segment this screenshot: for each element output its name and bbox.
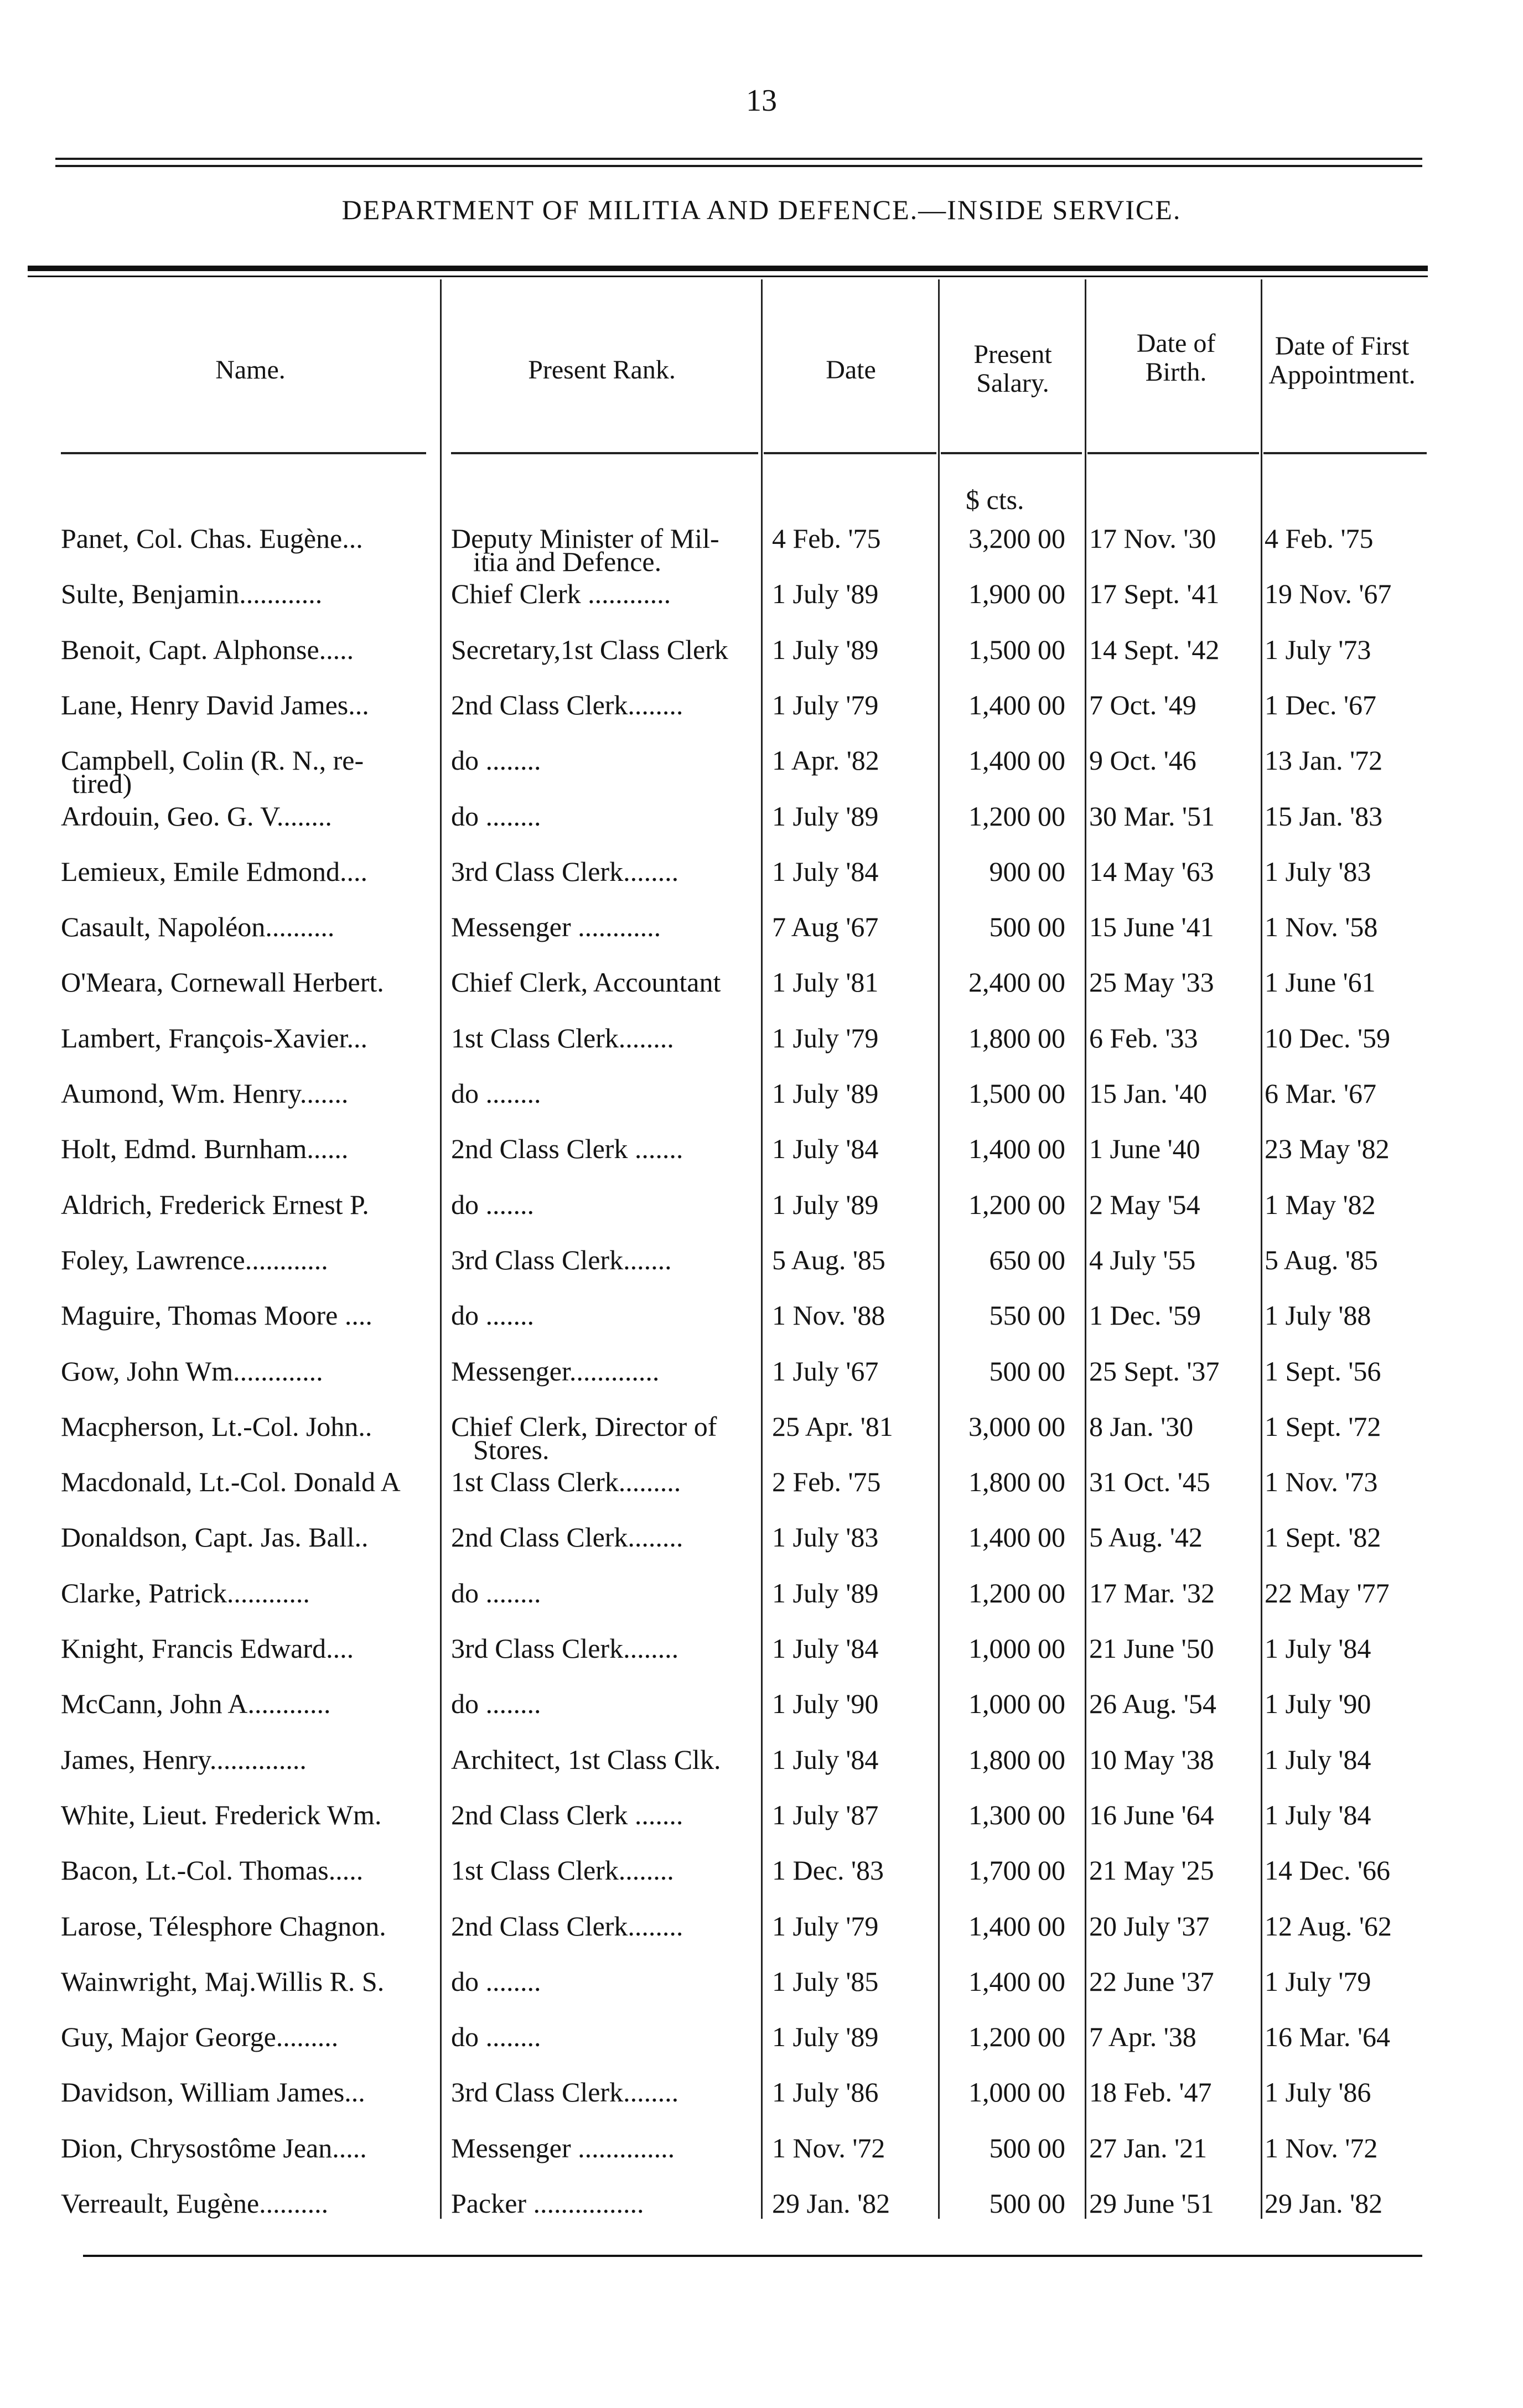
- cell-salary: 1,000 00: [968, 2077, 1065, 2108]
- cell-name: Aldrich, Frederick Ernest P.: [61, 1189, 369, 1220]
- column-divider: [1261, 279, 1262, 2219]
- header-underline: [61, 452, 426, 454]
- cell-birth: 14 Sept. '42: [1089, 634, 1220, 665]
- cell-salary: 1,000 00: [968, 1633, 1065, 1664]
- cell-salary: 3,000 00: [968, 1410, 1065, 1442]
- cell-birth: 7 Oct. '49: [1089, 689, 1196, 720]
- cell-appointment: 1 Dec. '67: [1265, 689, 1377, 720]
- cell-appointment: 1 Nov. '73: [1265, 1466, 1378, 1498]
- cell-salary: 1,400 00: [968, 1965, 1065, 1997]
- cell-appointment: 1 Nov. '58: [1265, 911, 1378, 943]
- cell-date: 29 Jan. '82: [772, 2188, 890, 2219]
- cell-name: Knight, Francis Edward....: [61, 1633, 354, 1664]
- cell-date: 1 July '89: [772, 578, 879, 610]
- cell-appointment: 10 Dec. '59: [1265, 1022, 1391, 1054]
- cell-rank: do ........: [451, 1078, 541, 1109]
- cell-date: 1 July '67: [772, 1355, 879, 1387]
- cell-birth: 14 May '63: [1089, 855, 1214, 887]
- cell-salary: 1,800 00: [968, 1466, 1065, 1498]
- cell-rank: Deputy Minister of Mil-: [451, 523, 719, 554]
- cell-date: 1 July '89: [772, 634, 879, 665]
- cell-rank: 3rd Class Clerk.......: [451, 1244, 672, 1275]
- cell-birth: 25 May '33: [1089, 967, 1214, 998]
- cell-date: 1 July '89: [772, 1577, 879, 1608]
- cell-birth: 5 Aug. '42: [1089, 1522, 1203, 1553]
- cell-salary: 1,800 00: [968, 1022, 1065, 1054]
- cell-date: 1 July '87: [772, 1799, 879, 1830]
- cell-name: Bacon, Lt.-Col. Thomas.....: [61, 1855, 364, 1886]
- cell-date: 1 July '84: [772, 1743, 879, 1775]
- cell-salary: 550 00: [989, 1300, 1065, 1331]
- cell-salary: 500 00: [989, 1355, 1065, 1387]
- cell-date: 1 July '84: [772, 1133, 879, 1165]
- cell-appointment: 1 July '86: [1265, 2077, 1371, 2108]
- cell-name: Campbell, Colin (R. N., re-: [61, 745, 364, 776]
- cell-appointment: 1 Sept. '72: [1265, 1410, 1381, 1442]
- cell-appointment: 1 July '79: [1265, 1965, 1371, 1997]
- cell-date: 5 Aug. '85: [772, 1244, 885, 1275]
- cell-name: Macdonald, Lt.-Col. Donald A: [61, 1466, 401, 1498]
- cell-appointment: 6 Mar. '67: [1265, 1078, 1377, 1109]
- cell-salary: 1,400 00: [968, 1133, 1065, 1165]
- cell-salary: 1,700 00: [968, 1855, 1065, 1886]
- header-underline: [1263, 452, 1427, 454]
- cell-salary: 1,400 00: [968, 689, 1065, 720]
- cell-birth: 15 Jan. '40: [1089, 1078, 1208, 1109]
- cell-rank: Chief Clerk, Director of: [451, 1410, 717, 1442]
- cell-rank: Chief Clerk, Accountant: [451, 967, 721, 998]
- cell-name: Holt, Edmd. Burnham......: [61, 1133, 349, 1165]
- header-underline: [941, 452, 1082, 454]
- cell-birth: 22 June '37: [1089, 1965, 1214, 1997]
- cell-rank: 1st Class Clerk........: [451, 1855, 674, 1886]
- cell-salary: 3,200 00: [968, 523, 1065, 554]
- cell-appointment: 1 July '84: [1265, 1743, 1371, 1775]
- page-number: 13: [746, 84, 777, 118]
- cell-appointment: 5 Aug. '85: [1265, 1244, 1378, 1275]
- header-birth: Date of Birth.: [1136, 329, 1216, 387]
- cell-rank: Packer ................: [451, 2188, 644, 2219]
- cell-birth: 10 May '38: [1089, 1743, 1214, 1775]
- cell-birth: 7 Apr. '38: [1089, 2021, 1196, 2053]
- header-rank: Present Rank.: [528, 355, 676, 385]
- cell-date: 1 July '89: [772, 800, 879, 832]
- cell-rank: 2nd Class Clerk........: [451, 689, 683, 720]
- cell-appointment: 1 July '84: [1265, 1799, 1371, 1830]
- page-title: DEPARTMENT OF MILITIA AND DEFENCE.—INSIDE SERVICE.: [341, 194, 1182, 225]
- header-date: Date: [826, 355, 876, 385]
- cell-date: 1 Dec. '83: [772, 1855, 884, 1886]
- cell-rank: 3rd Class Clerk........: [451, 1633, 679, 1664]
- cell-appointment: 1 Sept. '56: [1265, 1355, 1381, 1387]
- bottom-rule: [83, 2255, 1422, 2257]
- cell-salary: 1,400 00: [968, 1910, 1065, 1942]
- cell-date: 25 Apr. '81: [772, 1410, 893, 1442]
- cell-rank: 2nd Class Clerk .......: [451, 1133, 683, 1165]
- cell-date: 1 July '84: [772, 855, 879, 887]
- cell-birth: 27 Jan. '21: [1089, 2132, 1208, 2163]
- top-rule-2: [55, 165, 1422, 167]
- cell-date: 2 Feb. '75: [772, 1466, 881, 1498]
- cell-date: 1 July '79: [772, 1022, 879, 1054]
- cell-salary: 500 00: [989, 911, 1065, 943]
- cell-name: Maguire, Thomas Moore ....: [61, 1300, 372, 1331]
- header-appointment: Date of First Appointment.: [1268, 331, 1416, 390]
- cell-rank: 1st Class Clerk.........: [451, 1466, 681, 1498]
- cell-rank: 2nd Class Clerk........: [451, 1910, 683, 1942]
- cell-salary: 1,200 00: [968, 1577, 1065, 1608]
- cell-name: Donaldson, Capt. Jas. Ball..: [61, 1522, 369, 1553]
- cell-date: 1 July '89: [772, 1078, 879, 1109]
- cell-name: Clarke, Patrick............: [61, 1577, 310, 1608]
- cell-rank: 1st Class Clerk........: [451, 1022, 674, 1054]
- cell-name: Guy, Major George.........: [61, 2021, 339, 2053]
- cell-salary: 1,200 00: [968, 800, 1065, 832]
- cell-appointment: 19 Nov. '67: [1265, 578, 1392, 610]
- cell-salary: 900 00: [989, 855, 1065, 887]
- cell-birth: 15 June '41: [1089, 911, 1214, 943]
- cell-appointment: 4 Feb. '75: [1265, 523, 1374, 554]
- cell-date: 1 Nov. '88: [772, 1300, 885, 1331]
- cell-date: 1 Apr. '82: [772, 745, 879, 776]
- cell-rank: do ........: [451, 2021, 541, 2053]
- cell-salary: 1,300 00: [968, 1799, 1065, 1830]
- cell-rank-continued: itia and Defence.: [473, 546, 662, 577]
- cell-birth: 4 July '55: [1089, 1244, 1196, 1275]
- cell-appointment: 13 Jan. '72: [1265, 745, 1383, 776]
- column-divider: [1085, 279, 1086, 2219]
- header-salary: Present Salary.: [973, 340, 1052, 398]
- cell-name: Gow, John Wm.............: [61, 1355, 323, 1387]
- cell-rank: Chief Clerk ............: [451, 578, 671, 610]
- cell-birth: 29 June '51: [1089, 2188, 1214, 2219]
- cell-date: 4 Feb. '75: [772, 523, 881, 554]
- cell-birth: 17 Mar. '32: [1089, 1577, 1215, 1608]
- cell-date: 1 July '89: [772, 1189, 879, 1220]
- cell-name: Lane, Henry David James...: [61, 689, 369, 720]
- cell-appointment: 14 Dec. '66: [1265, 1855, 1391, 1886]
- top-rule: [55, 158, 1422, 160]
- salary-unit: $ cts.: [966, 484, 1024, 515]
- cell-appointment: 1 July '88: [1265, 1300, 1371, 1331]
- cell-name: James, Henry..............: [61, 1743, 307, 1775]
- cell-salary: 650 00: [989, 1244, 1065, 1275]
- cell-name: Aumond, Wm. Henry.......: [61, 1078, 349, 1109]
- cell-appointment: 1 July '84: [1265, 1633, 1371, 1664]
- cell-rank-continued: Stores.: [473, 1434, 550, 1465]
- cell-rank: do ........: [451, 1577, 541, 1608]
- cell-salary: 1,500 00: [968, 1078, 1065, 1109]
- cell-rank: 2nd Class Clerk........: [451, 1522, 683, 1553]
- header-underline: [451, 452, 758, 454]
- cell-salary: 1,400 00: [968, 1522, 1065, 1553]
- cell-name: Sulte, Benjamin............: [61, 578, 323, 610]
- cell-rank: 2nd Class Clerk .......: [451, 1799, 683, 1830]
- cell-name: Ardouin, Geo. G. V........: [61, 800, 332, 832]
- cell-birth: 2 May '54: [1089, 1189, 1200, 1220]
- cell-appointment: 1 July '90: [1265, 1688, 1371, 1720]
- cell-appointment: 1 May '82: [1265, 1189, 1376, 1220]
- cell-appointment: 16 Mar. '64: [1265, 2021, 1391, 2053]
- cell-birth: 18 Feb. '47: [1089, 2077, 1212, 2108]
- cell-birth: 1 Dec. '59: [1089, 1300, 1201, 1331]
- header-name: Name.: [215, 355, 286, 385]
- cell-rank: 3rd Class Clerk........: [451, 855, 679, 887]
- cell-appointment: 1 Sept. '82: [1265, 1522, 1381, 1553]
- cell-birth: 17 Sept. '41: [1089, 578, 1220, 610]
- cell-appointment: 23 May '82: [1265, 1133, 1390, 1165]
- cell-birth: 17 Nov. '30: [1089, 523, 1216, 554]
- cell-salary: 2,400 00: [968, 967, 1065, 998]
- column-divider: [761, 279, 763, 2219]
- title-rule-thin: [28, 276, 1428, 277]
- cell-appointment: 22 May '77: [1265, 1577, 1390, 1608]
- cell-rank: Messenger.............: [451, 1355, 660, 1387]
- cell-birth: 1 June '40: [1089, 1133, 1200, 1165]
- cell-appointment: 15 Jan. '83: [1265, 800, 1383, 832]
- cell-name: Benoit, Capt. Alphonse.....: [61, 634, 354, 665]
- cell-rank: do .......: [451, 1189, 534, 1220]
- cell-appointment: 1 July '73: [1265, 634, 1371, 665]
- cell-rank: do ........: [451, 800, 541, 832]
- cell-name: Larose, Télesphore Chagnon.: [61, 1910, 386, 1942]
- cell-salary: 500 00: [989, 2132, 1065, 2163]
- cell-birth: 21 June '50: [1089, 1633, 1214, 1664]
- cell-salary: 500 00: [989, 2188, 1065, 2219]
- cell-name: Casault, Napoléon..........: [61, 911, 335, 943]
- cell-rank: Architect, 1st Class Clk.: [451, 1743, 721, 1775]
- cell-appointment: 1 July '83: [1265, 855, 1371, 887]
- cell-birth: 20 July '37: [1089, 1910, 1210, 1942]
- cell-name: Lemieux, Emile Edmond....: [61, 855, 368, 887]
- cell-rank: 3rd Class Clerk........: [451, 2077, 679, 2108]
- cell-name: Panet, Col. Chas. Eugène...: [61, 523, 363, 554]
- column-divider: [938, 279, 940, 2219]
- cell-name: McCann, John A............: [61, 1688, 331, 1720]
- title-rule: [28, 266, 1428, 271]
- cell-birth: 16 June '64: [1089, 1799, 1214, 1830]
- cell-date: 1 July '89: [772, 2021, 879, 2053]
- cell-date: 1 Nov. '72: [772, 2132, 885, 2163]
- cell-date: 1 July '86: [772, 2077, 879, 2108]
- cell-appointment: 29 Jan. '82: [1265, 2188, 1383, 2219]
- cell-rank: Messenger ............: [451, 911, 661, 943]
- cell-name: Lambert, François-Xavier...: [61, 1022, 367, 1054]
- cell-rank: do ........: [451, 1965, 541, 1997]
- cell-name: Dion, Chrysostôme Jean.....: [61, 2132, 367, 2163]
- header-underline: [764, 452, 936, 454]
- header-underline: [1087, 452, 1259, 454]
- cell-date: 1 July '90: [772, 1688, 879, 1720]
- cell-date: 1 July '81: [772, 967, 879, 998]
- cell-name: Verreault, Eugène..........: [61, 2188, 329, 2219]
- cell-date: 1 July '83: [772, 1522, 879, 1553]
- cell-appointment: 1 June '61: [1265, 967, 1376, 998]
- cell-rank: Messenger ..............: [451, 2132, 675, 2163]
- cell-name: Macpherson, Lt.-Col. John..: [61, 1410, 372, 1442]
- cell-name: White, Lieut. Frederick Wm.: [61, 1799, 382, 1830]
- cell-birth: 25 Sept. '37: [1089, 1355, 1220, 1387]
- cell-name: Foley, Lawrence............: [61, 1244, 328, 1275]
- cell-birth: 21 May '25: [1089, 1855, 1214, 1886]
- cell-birth: 6 Feb. '33: [1089, 1022, 1198, 1054]
- cell-name-continued: tired): [72, 768, 132, 800]
- cell-salary: 1,900 00: [968, 578, 1065, 610]
- cell-name: O'Meara, Cornewall Herbert.: [61, 967, 384, 998]
- cell-date: 1 July '84: [772, 1633, 879, 1664]
- cell-salary: 1,000 00: [968, 1688, 1065, 1720]
- cell-birth: 26 Aug. '54: [1089, 1688, 1216, 1720]
- cell-salary: 1,200 00: [968, 2021, 1065, 2053]
- cell-birth: 30 Mar. '51: [1089, 800, 1215, 832]
- cell-rank: do ........: [451, 1688, 541, 1720]
- cell-salary: 1,800 00: [968, 1743, 1065, 1775]
- cell-rank: do ........: [451, 745, 541, 776]
- cell-name: Wainwright, Maj.Willis R. S.: [61, 1965, 385, 1997]
- cell-date: 7 Aug '67: [772, 911, 879, 943]
- column-divider: [440, 279, 442, 2219]
- cell-appointment: 12 Aug. '62: [1265, 1910, 1392, 1942]
- cell-name: Davidson, William James...: [61, 2077, 365, 2108]
- cell-salary: 1,400 00: [968, 745, 1065, 776]
- cell-salary: 1,500 00: [968, 634, 1065, 665]
- cell-salary: 1,200 00: [968, 1189, 1065, 1220]
- cell-date: 1 July '79: [772, 1910, 879, 1942]
- cell-birth: 8 Jan. '30: [1089, 1410, 1194, 1442]
- cell-date: 1 July '85: [772, 1965, 879, 1997]
- cell-rank: Secretary,1st Class Clerk: [451, 634, 728, 665]
- cell-rank: do .......: [451, 1300, 534, 1331]
- cell-appointment: 1 Nov. '72: [1265, 2132, 1378, 2163]
- cell-date: 1 July '79: [772, 689, 879, 720]
- cell-birth: 9 Oct. '46: [1089, 745, 1196, 776]
- cell-birth: 31 Oct. '45: [1089, 1466, 1210, 1498]
